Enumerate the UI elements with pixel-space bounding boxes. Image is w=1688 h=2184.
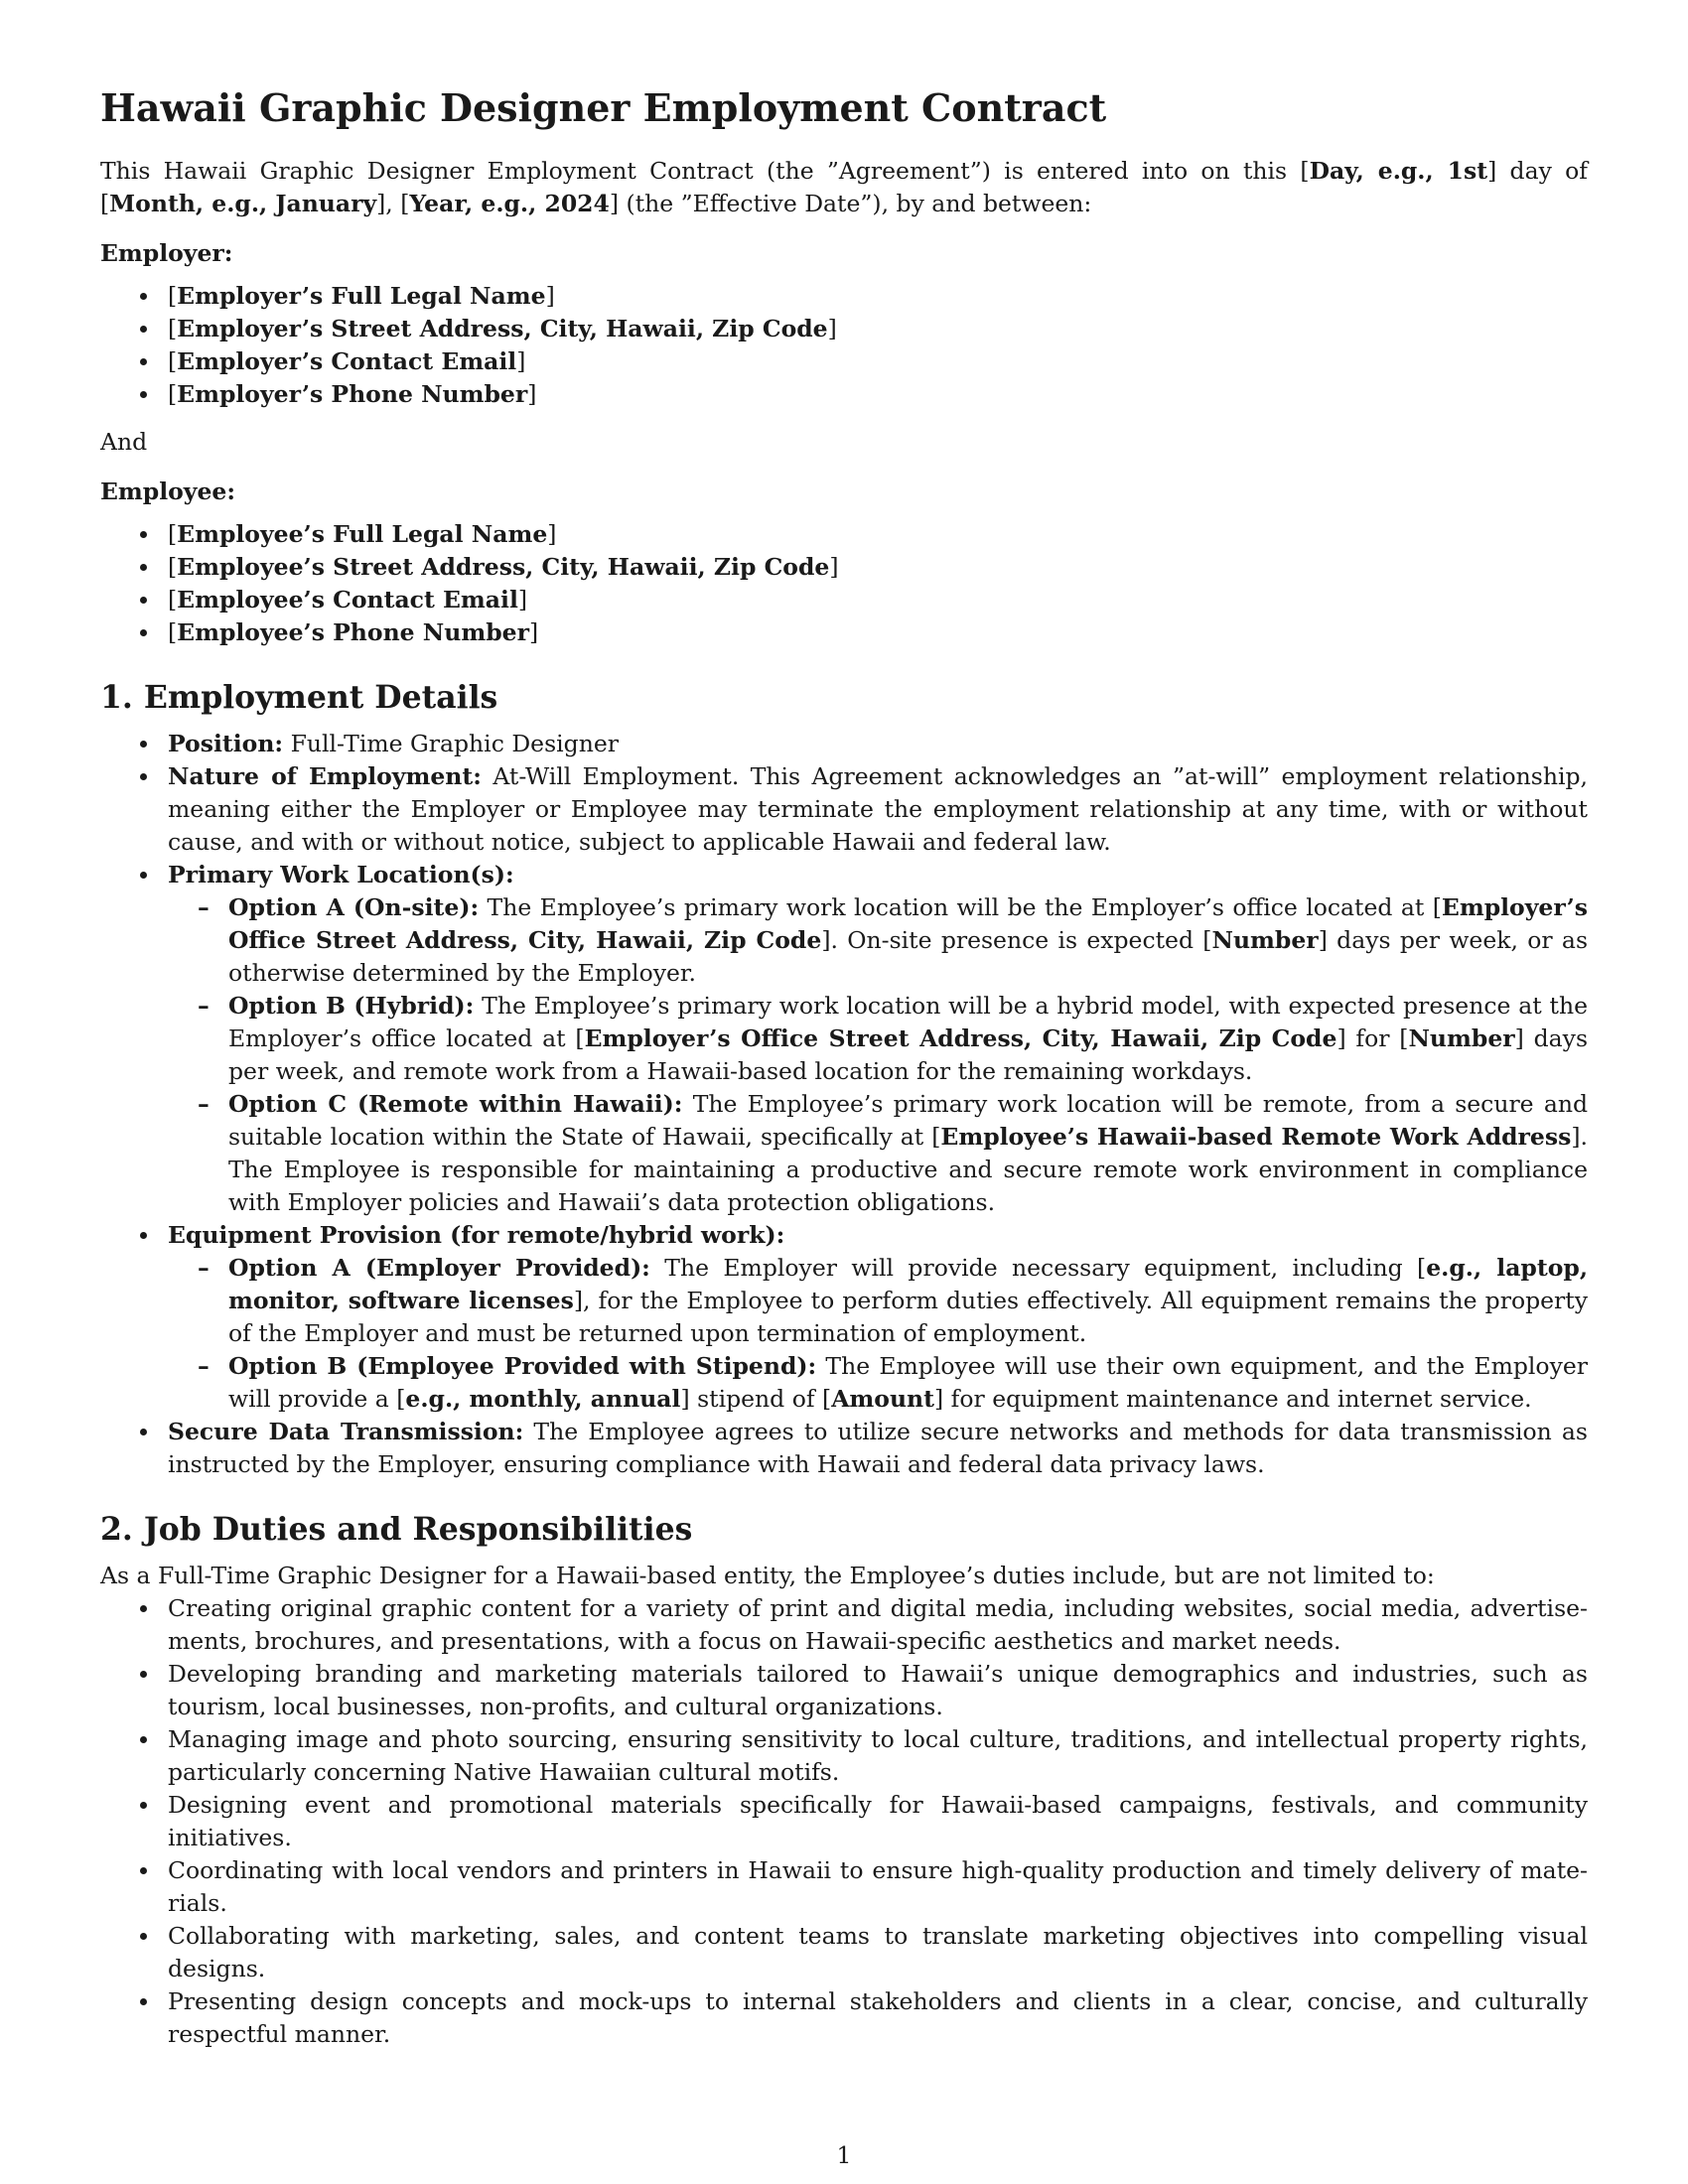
section-2-heading: 2. Job Duties and Responsibilities	[100, 1511, 693, 1548]
list-item: – Option C (Remote within Hawaii): The Employee’s primary work location will be remote, from a secure and suitable location within the State of Hawaii, specifically at [Employee’s Hawaii-based Remote Work Address]. The Employee is responsible for maintaining a productive and secure remote work environment in compliance with Employer policies and Hawaii’s data protection obligations.	[168, 1088, 1588, 1219]
list-item: – Option B (Hybrid): The Employee’s primary work location will be a hybrid model, with expected presence at the Employer’s office located at [Employer’s Office Street Address, City, Hawaii, Zip Code] for [Number] days per week, and remote work from a Hawaii-based location for the remaining workdays.	[168, 990, 1588, 1088]
page-number: 1	[836, 2141, 852, 2169]
section-1-heading: 1. Employment Details	[100, 679, 498, 716]
list-item: [Employee’s Phone Number]	[100, 616, 1588, 649]
list-item: [Employer’s Contact Email]	[100, 345, 1588, 378]
equipment-options	[168, 1252, 1588, 1416]
intro-paragraph: This Hawaii Graphic Designer Employment Contract (the ”Agreement”) is entered into on this [Day, e.g., 1st] day of [Month, e.g., January], [Year, e.g., 2024] (the ”Effective Date”), by and between:	[100, 157, 1588, 217]
month-placeholder: Month, e.g., January	[109, 190, 377, 217]
list-item: Coordinating with local vendors and printers in Hawaii to ensure high-quality production and timely delivery of materials.	[100, 1854, 1588, 1920]
list-item: Primary Work Location(s): – Option A (On-site): The Employee’s primary work location will be the Employer’s office located at [Employer’s Office Street Address, City, Hawaii, Zip Code]. On-site presence is expected [Number] days per week, or as otherwise determined by the Employer. – Option B (Hybrid): The Employee’s primary work location will be a hybrid model, with expected presence at the Employer’s office located at [Employer’s Office Street Address, City, Hawaii, Zip Code] for [Number] days per week, and remote work from a Hawaii-based location for the remaining workdays. – Option C (Remote within Hawaii): The Employee’s primary work location will be remote, from a secure and suitable location within the State of Hawaii, specifically at [Employee’s Hawaii-based Remote Work Address]. The Employee is responsible for maintaining a productive and secure remote work environment in compliance with Employer policies and Hawaii’s data protection obligations.	[100, 859, 1588, 1219]
year-placeholder: Year, e.g., 2024	[409, 190, 610, 217]
list-item: [Employer’s Full Legal Name]	[100, 280, 1588, 313]
list-item: Equipment Provision (for remote/hybrid work): – Option A (Employer Provided): The Employer will provide necessary equipment, including [e.g., laptop, monitor, software licenses], for the Employee to perform duties effectively. All equipment remains the property of the Employer and must be returned upon termination of employment. – Option B (Employee Provided with Stipend): The Employee will use their own equipment, and the Employer will provide a [e.g., monthly, annual] stipend of [Amount] for equipment maintenance and internet service.	[100, 1219, 1588, 1416]
list-item: – Option B (Employee Provided with Stipend): The Employee will use their own equipment, and the Employer will provide a [e.g., monthly, annual] stipend of [Amount] for equipment maintenance and internet service.	[168, 1350, 1588, 1416]
list-item: Creating original graphic content for a variety of print and digital media, including websites, social media, advertisements, brochures, and presentations, with a focus on Hawaii-specific aesthetics and market needs.	[100, 1592, 1588, 1658]
list-item: Designing event and promotional materials specifically for Hawaii-based campaigns, festivals, and community initiatives.	[100, 1789, 1588, 1854]
employer-list	[100, 280, 1588, 411]
list-item: – Option A (On-site): The Employee’s primary work location will be the Employer’s office located at [Employer’s Office Street Address, City, Hawaii, Zip Code]. On-site presence is expected [Number] days per week, or as otherwise determined by the Employer.	[168, 891, 1588, 990]
list-item: Collaborating with marketing, sales, and content teams to translate marketing objectives into compelling visual designs.	[100, 1920, 1588, 1985]
list-item: [Employee’s Full Legal Name]	[100, 518, 1588, 551]
list-item: Secure Data Transmission: The Employee agrees to utilize secure networks and methods for data transmission as instructed by the Employer, ensuring compliance with Hawaii and federal data privacy laws.	[100, 1416, 1588, 1481]
list-item: [Employer’s Phone Number]	[100, 378, 1588, 411]
list-item: Presenting design concepts and mock-ups to internal stakeholders and clients in a clear, concise, and culturally respectful manner.	[100, 1985, 1588, 2051]
employee-label: Employee:	[100, 478, 236, 505]
employee-list	[100, 518, 1588, 649]
day-placeholder: Day, e.g., 1st	[1309, 157, 1488, 185]
section-2-intro: As a Full-Time Graphic Designer for a Hawaii-based entity, the Employee’s duties include, but are not limited to:	[100, 1562, 1435, 1589]
list-item: Developing branding and marketing materials tailored to Hawaii’s unique demographics and industries, such as tourism, local businesses, non-profits, and cultural organizations.	[100, 1658, 1588, 1723]
document-title: Hawaii Graphic Designer Employment Contract	[100, 85, 1107, 130]
employer-label: Employer:	[100, 239, 233, 267]
list-item: Position: Full-Time Graphic Designer	[100, 728, 1588, 760]
and-text: And	[100, 428, 148, 456]
list-item: Managing image and photo sourcing, ensuring sensitivity to local culture, traditions, and intellectual property rights, particularly concerning Native Hawaiian cultural motifs.	[100, 1723, 1588, 1789]
list-item: [Employer’s Street Address, City, Hawaii, Zip Code]	[100, 313, 1588, 345]
list-item: [Employee’s Street Address, City, Hawaii, Zip Code]	[100, 551, 1588, 584]
list-item: – Option A (Employer Provided): The Employer will provide necessary equipment, including [e.g., laptop, monitor, software licenses], for the Employee to perform duties effectively. All equipment remains the property of the Employer and must be returned upon termination of employment.	[168, 1252, 1588, 1350]
list-item: [Employee’s Contact Email]	[100, 584, 1588, 616]
employment-details-list	[100, 728, 1588, 1481]
work-location-options	[168, 891, 1588, 1219]
job-duties-list	[100, 1592, 1588, 2051]
list-item: Nature of Employment: At-Will Employment. This Agreement acknowledges an ”at-will” employment relationship, meaning either the Employer or Employee may terminate the employment relationship at any time, with or without cause, and with or without notice, subject to applicable Hawaii and federal law.	[100, 760, 1588, 859]
